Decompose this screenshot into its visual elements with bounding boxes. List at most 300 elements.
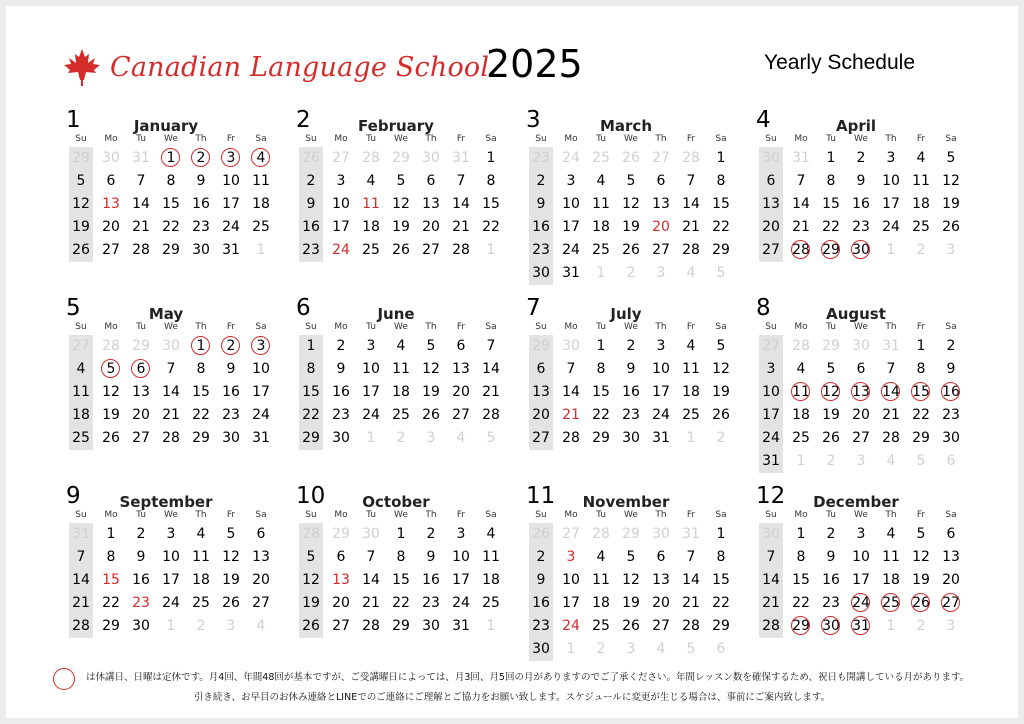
day-cell: 7 <box>136 173 146 189</box>
day-cell: 8 <box>716 173 726 189</box>
day-cell: 1 <box>106 526 116 542</box>
day-cell: 28 <box>362 618 380 634</box>
weekday-label: We <box>624 510 638 520</box>
day-cell: 23 <box>222 407 240 423</box>
day-cell: 9 <box>626 361 636 377</box>
holiday-day-cell: 1 <box>186 335 216 358</box>
day-cell: 29 <box>712 242 730 258</box>
weekday-label: Sa <box>485 510 497 520</box>
other-month-day: 1 <box>886 242 896 258</box>
day-cell: 31 <box>652 430 670 446</box>
other-month-day: 4 <box>456 430 466 446</box>
month-name: August <box>826 305 886 323</box>
day-cell: 1 <box>916 338 926 354</box>
weekday-label: Mo <box>104 134 118 144</box>
other-month-day: 4 <box>686 265 696 281</box>
day-cell: 9 <box>856 173 866 189</box>
day-cell: 6 <box>656 173 666 189</box>
day-cell: 18 <box>392 384 410 400</box>
weekday-label: Su <box>75 322 87 332</box>
weekday-label: Mo <box>794 510 808 520</box>
day-cell: 18 <box>252 196 270 212</box>
day-cell: 11 <box>882 549 900 565</box>
day-cell: 13 <box>762 196 780 212</box>
month-number: 8 <box>756 295 771 321</box>
other-month-day: 27 <box>72 338 90 354</box>
day-cell: 22 <box>192 407 210 423</box>
day-cell: 29 <box>302 430 320 446</box>
day-cell: 15 <box>712 572 730 588</box>
day-cell: 8 <box>486 173 496 189</box>
weekday-label: Th <box>885 134 897 144</box>
day-cell: 4 <box>486 526 496 542</box>
other-month-day: 5 <box>916 453 926 469</box>
day-cell: 23 <box>942 407 960 423</box>
day-cell: 18 <box>882 572 900 588</box>
day-cell: 22 <box>792 595 810 611</box>
day-cell: 21 <box>682 219 700 235</box>
holiday-day-cell: 30 <box>846 239 876 262</box>
day-cell: 17 <box>762 407 780 423</box>
other-month-day: 5 <box>686 641 696 657</box>
day-cell: 16 <box>192 196 210 212</box>
holiday-day-cell: 3 <box>216 147 246 170</box>
day-cell: 10 <box>762 384 780 400</box>
weekday-label: We <box>624 134 638 144</box>
other-month-day: 30 <box>762 526 780 542</box>
day-cell: 22 <box>712 595 730 611</box>
day-cell: 19 <box>72 219 90 235</box>
day-cell: 5 <box>226 526 236 542</box>
day-cell: 18 <box>912 196 930 212</box>
day-cell: 28 <box>682 242 700 258</box>
other-month-day: 2 <box>196 618 206 634</box>
other-month-day: 3 <box>946 618 956 634</box>
day-cell: 8 <box>596 361 606 377</box>
other-month-day: 3 <box>426 430 436 446</box>
other-month-day: 2 <box>916 242 926 258</box>
weekday-label: Tu <box>596 322 606 332</box>
day-cell: 10 <box>652 361 670 377</box>
day-cell: 18 <box>482 572 500 588</box>
weekday-label: Sa <box>255 134 267 144</box>
other-month-day: 24 <box>562 150 580 166</box>
day-cell: 15 <box>392 572 410 588</box>
day-cell: 12 <box>622 196 640 212</box>
day-cell: 28 <box>132 242 150 258</box>
day-cell: 24 <box>252 407 270 423</box>
day-cell: 21 <box>792 219 810 235</box>
weekday-label: Fr <box>456 134 466 144</box>
day-cell: 23 <box>822 595 840 611</box>
day-cell: 30 <box>192 242 210 258</box>
day-cell: 30 <box>132 618 150 634</box>
day-cell: 31 <box>562 265 580 281</box>
day-cell: 19 <box>222 572 240 588</box>
weekday-label: Th <box>655 322 667 332</box>
weekday-label: We <box>394 322 408 332</box>
day-cell: 4 <box>76 361 86 377</box>
national-holiday-day-cell: 11 <box>362 196 380 212</box>
day-cell: 26 <box>102 430 120 446</box>
day-cell: 8 <box>196 361 206 377</box>
other-month-day: 30 <box>362 526 380 542</box>
day-cell: 2 <box>426 526 436 542</box>
other-month-day: 31 <box>792 150 810 166</box>
day-cell: 4 <box>196 526 206 542</box>
national-holiday-day-cell: 15 <box>102 572 120 588</box>
day-cell: 5 <box>426 338 436 354</box>
day-cell: 14 <box>482 361 500 377</box>
weekday-label: Sa <box>945 134 957 144</box>
year-title: 2025 <box>486 42 583 86</box>
weekday-label: We <box>854 510 868 520</box>
day-cell: 7 <box>796 173 806 189</box>
weekday-label: Fr <box>686 510 696 520</box>
other-month-day: 1 <box>366 430 376 446</box>
day-cell: 31 <box>252 430 270 446</box>
other-month-day: 1 <box>486 618 496 634</box>
day-cell: 20 <box>102 219 120 235</box>
day-cell: 19 <box>302 595 320 611</box>
day-cell: 16 <box>422 572 440 588</box>
holiday-day-cell: 31 <box>846 615 876 638</box>
day-cell: 31 <box>222 242 240 258</box>
weekday-label: Su <box>305 322 317 332</box>
other-month-day: 31 <box>72 526 90 542</box>
day-cell: 27 <box>332 618 350 634</box>
day-cell: 21 <box>362 595 380 611</box>
day-cell: 16 <box>852 196 870 212</box>
day-cell: 22 <box>482 219 500 235</box>
day-cell: 3 <box>366 338 376 354</box>
day-cell: 17 <box>562 219 580 235</box>
day-cell: 8 <box>166 173 176 189</box>
other-month-day: 30 <box>562 338 580 354</box>
weekday-label: Sa <box>255 510 267 520</box>
day-cell: 20 <box>532 407 550 423</box>
day-cell: 24 <box>882 219 900 235</box>
day-cell: 16 <box>532 595 550 611</box>
day-cell: 9 <box>536 196 546 212</box>
day-cell: 15 <box>592 384 610 400</box>
day-cell: 26 <box>422 407 440 423</box>
day-cell: 17 <box>222 196 240 212</box>
weekday-label: Mo <box>564 322 578 332</box>
other-month-day: 27 <box>762 338 780 354</box>
holiday-day-cell: 1 <box>156 147 186 170</box>
weekday-label: Th <box>195 322 207 332</box>
day-cell: 12 <box>712 361 730 377</box>
day-cell: 18 <box>592 219 610 235</box>
footer-note-line1: は休講日、日曜は定休です。月4回、年間48回が基本ですが、ご受講曜日によっては、月3回、月5回の月がありますのでご了承ください。年間レッスン数を確保するため、祝日も開講している月があります。 <box>86 672 970 683</box>
day-cell: 5 <box>716 338 726 354</box>
day-cell: 14 <box>792 196 810 212</box>
weekday-label: Su <box>765 510 777 520</box>
day-cell: 28 <box>562 430 580 446</box>
day-cell: 10 <box>452 549 470 565</box>
other-month-day: 2 <box>396 430 406 446</box>
day-cell: 13 <box>452 361 470 377</box>
other-month-day: 2 <box>596 641 606 657</box>
day-cell: 2 <box>856 150 866 166</box>
holiday-day-cell: 15 <box>906 381 936 404</box>
day-cell: 13 <box>942 549 960 565</box>
day-cell: 24 <box>362 407 380 423</box>
day-cell: 18 <box>362 219 380 235</box>
day-cell: 6 <box>256 526 266 542</box>
day-cell: 16 <box>532 219 550 235</box>
other-month-day: 5 <box>716 265 726 281</box>
day-cell: 4 <box>886 526 896 542</box>
day-cell: 25 <box>252 219 270 235</box>
other-month-day: 2 <box>916 618 926 634</box>
day-cell: 24 <box>162 595 180 611</box>
day-cell: 13 <box>252 549 270 565</box>
day-cell: 27 <box>132 430 150 446</box>
weekday-label: We <box>164 510 178 520</box>
other-month-day: 28 <box>302 526 320 542</box>
weekday-label: Sa <box>945 322 957 332</box>
weekday-label: We <box>394 134 408 144</box>
other-month-day: 31 <box>682 526 700 542</box>
day-cell: 2 <box>536 173 546 189</box>
day-cell: 23 <box>532 618 550 634</box>
day-cell: 6 <box>856 361 866 377</box>
weekday-label: Su <box>765 322 777 332</box>
holiday-day-cell: 3 <box>246 335 276 358</box>
day-cell: 23 <box>192 219 210 235</box>
maple-leaf-icon <box>62 47 102 87</box>
weekday-label: Th <box>195 134 207 144</box>
day-cell: 11 <box>592 196 610 212</box>
other-month-day: 1 <box>166 618 176 634</box>
day-cell: 25 <box>592 242 610 258</box>
day-cell: 13 <box>422 196 440 212</box>
day-cell: 10 <box>562 572 580 588</box>
day-cell: 15 <box>162 196 180 212</box>
day-cell: 26 <box>622 618 640 634</box>
weekday-label: Su <box>535 322 547 332</box>
day-cell: 7 <box>686 173 696 189</box>
day-cell: 10 <box>562 196 580 212</box>
other-month-day: 1 <box>256 242 266 258</box>
day-cell: 21 <box>762 595 780 611</box>
other-month-day: 29 <box>132 338 150 354</box>
holiday-circle-legend-icon <box>53 668 75 690</box>
day-cell: 14 <box>362 572 380 588</box>
day-cell: 9 <box>946 361 956 377</box>
day-cell: 29 <box>192 430 210 446</box>
day-cell: 12 <box>222 549 240 565</box>
day-cell: 26 <box>942 219 960 235</box>
weekday-label: Tu <box>366 510 376 520</box>
day-cell: 5 <box>826 361 836 377</box>
weekday-label: Fr <box>686 134 696 144</box>
school-name: Canadian Language School <box>110 51 490 83</box>
day-cell: 10 <box>162 549 180 565</box>
day-cell: 29 <box>392 618 410 634</box>
day-cell: 11 <box>252 173 270 189</box>
day-cell: 5 <box>306 549 316 565</box>
day-cell: 22 <box>302 407 320 423</box>
other-month-day: 28 <box>362 150 380 166</box>
other-month-day: 4 <box>886 453 896 469</box>
weekday-label: Mo <box>334 510 348 520</box>
weekday-label: Th <box>195 510 207 520</box>
month-name: December <box>813 493 899 511</box>
national-holiday-day-cell: 24 <box>562 618 580 634</box>
other-month-day: 31 <box>132 150 150 166</box>
weekday-label: Mo <box>794 134 808 144</box>
weekday-label: Th <box>425 322 437 332</box>
day-cell: 22 <box>822 219 840 235</box>
other-month-day: 25 <box>592 150 610 166</box>
weekday-label: Sa <box>255 322 267 332</box>
month-number: 3 <box>526 107 541 133</box>
weekday-label: We <box>164 134 178 144</box>
day-cell: 3 <box>886 150 896 166</box>
holiday-day-cell: 28 <box>786 239 816 262</box>
weekday-label: Fr <box>916 510 926 520</box>
day-cell: 25 <box>592 618 610 634</box>
day-cell: 8 <box>396 549 406 565</box>
day-cell: 14 <box>682 572 700 588</box>
day-cell: 15 <box>792 572 810 588</box>
day-cell: 14 <box>162 384 180 400</box>
other-month-day: 3 <box>946 242 956 258</box>
day-cell: 30 <box>942 430 960 446</box>
other-month-day: 29 <box>72 150 90 166</box>
day-cell: 20 <box>942 572 960 588</box>
day-cell: 25 <box>482 595 500 611</box>
other-month-day: 5 <box>486 430 496 446</box>
day-cell: 21 <box>452 219 470 235</box>
day-cell: 12 <box>912 549 930 565</box>
month-name: April <box>835 117 877 135</box>
other-month-day: 26 <box>622 150 640 166</box>
day-cell: 2 <box>136 526 146 542</box>
day-cell: 12 <box>72 196 90 212</box>
weekday-label: Fr <box>226 322 236 332</box>
national-holiday-day-cell: 13 <box>332 572 350 588</box>
weekday-label: Sa <box>485 322 497 332</box>
weekday-label: Su <box>75 134 87 144</box>
day-cell: 2 <box>946 338 956 354</box>
day-cell: 29 <box>912 430 930 446</box>
day-cell: 19 <box>622 595 640 611</box>
other-month-day: 29 <box>392 150 410 166</box>
day-cell: 11 <box>482 549 500 565</box>
other-month-day: 30 <box>652 526 670 542</box>
other-month-day: 28 <box>102 338 120 354</box>
day-cell: 10 <box>332 196 350 212</box>
weekday-label: Mo <box>334 134 348 144</box>
holiday-day-cell: 29 <box>816 239 846 262</box>
day-cell: 3 <box>656 338 666 354</box>
day-cell: 8 <box>916 361 926 377</box>
day-cell: 5 <box>946 150 956 166</box>
day-cell: 7 <box>686 549 696 565</box>
day-cell: 9 <box>336 361 346 377</box>
day-cell: 19 <box>422 384 440 400</box>
weekday-label: Mo <box>104 322 118 332</box>
day-cell: 21 <box>882 407 900 423</box>
month-number: 11 <box>526 483 556 509</box>
holiday-day-cell: 6 <box>126 358 156 381</box>
other-month-day: 3 <box>656 265 666 281</box>
day-cell: 21 <box>132 219 150 235</box>
month-name: June <box>377 305 415 323</box>
weekday-label: Su <box>75 510 87 520</box>
day-cell: 1 <box>796 526 806 542</box>
day-cell: 26 <box>222 595 240 611</box>
other-month-day: 23 <box>532 150 550 166</box>
day-cell: 26 <box>622 242 640 258</box>
other-month-day: 2 <box>826 453 836 469</box>
day-cell: 28 <box>762 618 780 634</box>
day-cell: 24 <box>452 595 470 611</box>
other-month-day: 1 <box>596 265 606 281</box>
holiday-day-cell: 12 <box>816 381 846 404</box>
day-cell: 16 <box>132 572 150 588</box>
day-cell: 8 <box>796 549 806 565</box>
day-cell: 31 <box>762 453 780 469</box>
weekday-label: Sa <box>715 510 727 520</box>
month-number: 12 <box>756 483 786 509</box>
day-cell: 6 <box>656 549 666 565</box>
day-cell: 21 <box>482 384 500 400</box>
day-cell: 12 <box>302 572 320 588</box>
weekday-label: Sa <box>945 510 957 520</box>
day-cell: 16 <box>822 572 840 588</box>
day-cell: 8 <box>826 173 836 189</box>
weekday-label: Su <box>305 134 317 144</box>
day-cell: 5 <box>396 173 406 189</box>
national-holiday-day-cell: 13 <box>102 196 120 212</box>
day-cell: 17 <box>562 595 580 611</box>
other-month-day: 30 <box>762 150 780 166</box>
day-cell: 23 <box>422 595 440 611</box>
day-cell: 2 <box>826 526 836 542</box>
day-cell: 1 <box>306 338 316 354</box>
day-cell: 1 <box>596 338 606 354</box>
day-cell: 16 <box>222 384 240 400</box>
other-month-day: 29 <box>622 526 640 542</box>
holiday-day-cell: 2 <box>216 335 246 358</box>
day-cell: 4 <box>366 173 376 189</box>
day-cell: 13 <box>652 572 670 588</box>
national-holiday-day-cell: 20 <box>652 219 670 235</box>
month-number: 4 <box>756 107 771 133</box>
day-cell: 1 <box>486 150 496 166</box>
other-month-day: 28 <box>592 526 610 542</box>
day-cell: 25 <box>912 219 930 235</box>
day-cell: 25 <box>682 407 700 423</box>
day-cell: 17 <box>882 196 900 212</box>
weekday-label: Tu <box>136 510 146 520</box>
weekday-label: Tu <box>826 134 836 144</box>
other-month-day: 30 <box>162 338 180 354</box>
other-month-day: 31 <box>452 150 470 166</box>
other-month-day: 3 <box>226 618 236 634</box>
day-cell: 1 <box>396 526 406 542</box>
day-cell: 18 <box>72 407 90 423</box>
day-cell: 17 <box>852 572 870 588</box>
day-cell: 30 <box>422 618 440 634</box>
day-cell: 26 <box>712 407 730 423</box>
day-cell: 3 <box>456 526 466 542</box>
